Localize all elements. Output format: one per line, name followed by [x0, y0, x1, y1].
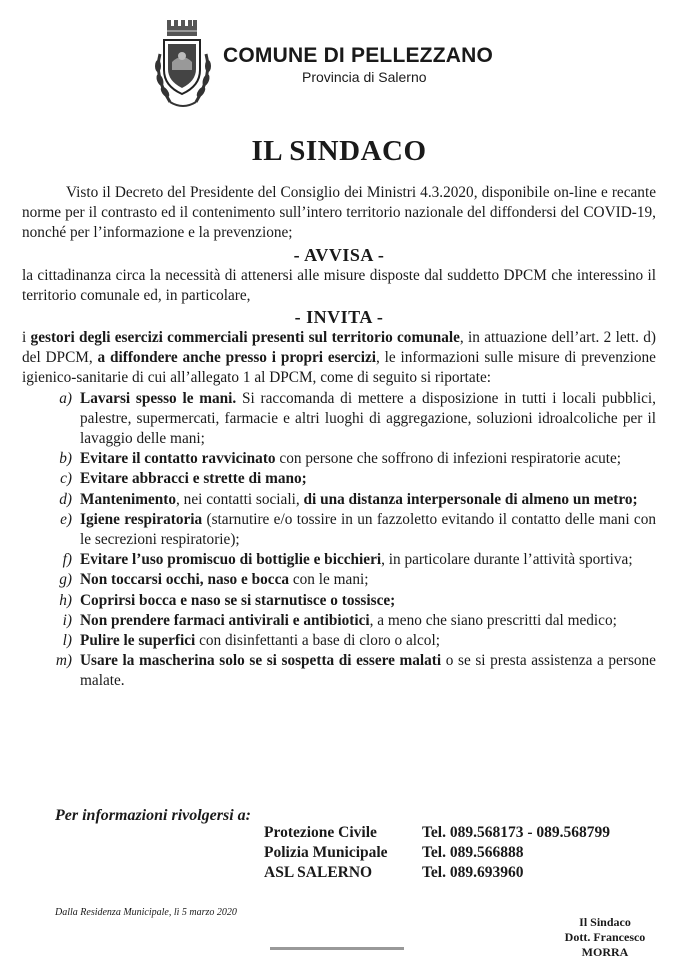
item-text: , in particolare durante l’attività sportiva; — [381, 551, 633, 569]
item-label: h) — [59, 591, 72, 609]
signature-title: Il Sindaco — [579, 915, 631, 929]
provincia-name: Provincia di Salerno — [302, 69, 427, 85]
item-bold: Evitare abbracci e strette di mano; — [80, 470, 307, 488]
item-label: f) — [62, 551, 72, 569]
item-bold: Evitare il contatto ravvicinato — [80, 450, 276, 468]
item-label: c) — [60, 470, 72, 488]
list-item — [22, 550, 656, 570]
item-label: b) — [59, 450, 72, 468]
item-bold: Mantenimento — [80, 490, 177, 508]
item-text: con disinfettanti a base di cloro o alcol; — [195, 632, 440, 650]
list-item — [22, 611, 656, 631]
contact-org: ASL SALERNO — [264, 864, 373, 881]
item-text: Si raccomanda di mettere a disposizione in tutti i locali pubblici, palestre, supermercati, farmacie e altri luoghi di aggregazione, soluzioni idroalcoliche per il lavaggio delle mani; — [80, 389, 657, 448]
list-item — [22, 510, 656, 550]
list-item — [22, 651, 656, 691]
invita-heading: - INVITA - — [294, 307, 384, 328]
contacts-table — [264, 823, 610, 883]
list-item — [22, 449, 656, 469]
avvisa-heading: - AVVISA - — [293, 244, 385, 265]
invita-text-1: i — [22, 329, 31, 347]
item-text: con le mani; — [289, 571, 369, 589]
contact-tel: Tel. 089.693960 — [422, 864, 524, 881]
item-bold: Pulire le superfici — [80, 632, 196, 650]
invita-paragraph — [22, 328, 656, 389]
invita-bold-1: gestori degli esercizi commerciali presenti sul territorio comunale — [30, 329, 460, 347]
print-mark — [270, 937, 404, 940]
signature-block — [540, 915, 670, 960]
contact-org: Polizia Municipale — [264, 844, 388, 861]
intro-paragraph: Visto il Decreto del Presidente del Consiglio dei Ministri 4.3.2020, disponibile on-line e recante norme per il contrasto ed il contenimento sull’intero territorio nazionale del diffondersi del COVID-19, nonché per l’informazione e la prevenzione; — [22, 184, 656, 242]
table-row — [264, 823, 610, 843]
item-text: (starnutire e/o tossire in un fazzoletto evitando il contatto delle mani con le secrezioni respiratorie); — [80, 510, 656, 549]
list-item — [22, 469, 656, 489]
municipal-crest-icon — [150, 14, 216, 114]
item-label: a) — [59, 389, 72, 407]
signature-name: Dott. Francesco MORRA — [564, 930, 646, 959]
item-bold: Igiene respiratoria — [80, 510, 203, 528]
item-bold: Coprirsi bocca e naso se si starnutisce o tossisce; — [80, 591, 396, 609]
invita-text-3: , le informazioni sulle misure di prevenzione igienico-sanitarie di cui all’allegato 1 al DPCM, come di seguito si riportate: — [22, 349, 656, 387]
item-label: l) — [62, 632, 72, 650]
item-bold: Usare la mascherina solo se si sospetta di essere malati — [80, 652, 442, 670]
notice-body — [22, 183, 656, 692]
contact-tel: Tel. 089.568173 - 089.568799 — [422, 824, 611, 841]
item-bold: Lavarsi spesso le mani. — [80, 389, 237, 407]
comune-name: COMUNE DI PELLEZZANO — [223, 44, 493, 67]
list-item — [22, 490, 656, 510]
table-row — [264, 863, 610, 883]
item-bold: Non prendere farmaci antivirali e antibiotici — [80, 611, 370, 629]
item-bold: Evitare l’uso promiscuo di bottiglie e bicchieri — [80, 551, 382, 569]
list-item — [22, 591, 656, 611]
item-label: e) — [60, 510, 72, 528]
item-text: o se si presta assistenza a persone malate. — [80, 652, 656, 690]
item-label: d) — [59, 490, 72, 508]
invita-bold-2: a diffondere anche presso i propri esercizi — [97, 349, 376, 367]
item-bold-2: di una distanza interpersonale di almeno un metro; — [303, 490, 638, 508]
list-item — [22, 631, 656, 651]
item-text: con persone che soffrono di infezioni respiratorie acute; — [275, 450, 622, 468]
info-heading: Per informazioni rivolgersi a: — [55, 807, 252, 824]
page-title: IL SINDACO — [251, 135, 427, 167]
item-label: i) — [62, 611, 72, 629]
table-row — [264, 843, 610, 863]
avvisa-paragraph: la cittadinanza circa la necessità di attenersi alle misure disposte dal suddetto DPCM che interessino il territorio comunale ed, in particolare, — [22, 266, 656, 304]
item-label: m) — [55, 652, 72, 670]
item-text: , nei contatti sociali, — [176, 490, 304, 508]
item-bold: Non toccarsi occhi, naso e bocca — [80, 571, 290, 589]
item-label: g) — [59, 571, 72, 589]
list-item — [22, 389, 656, 450]
invita-text-2: , in attuazione dell’art. 2 lett. d) del DPCM, — [22, 329, 656, 367]
item-text: , a meno che siano prescritti dal medico; — [369, 611, 617, 629]
contact-org: Protezione Civile — [264, 824, 377, 841]
list-item — [22, 570, 656, 590]
footer-date: Dalla Residenza Municipale, lì 5 marzo 2020 — [55, 907, 237, 918]
contact-tel: Tel. 089.566888 — [422, 844, 524, 861]
measures-list — [22, 389, 656, 692]
